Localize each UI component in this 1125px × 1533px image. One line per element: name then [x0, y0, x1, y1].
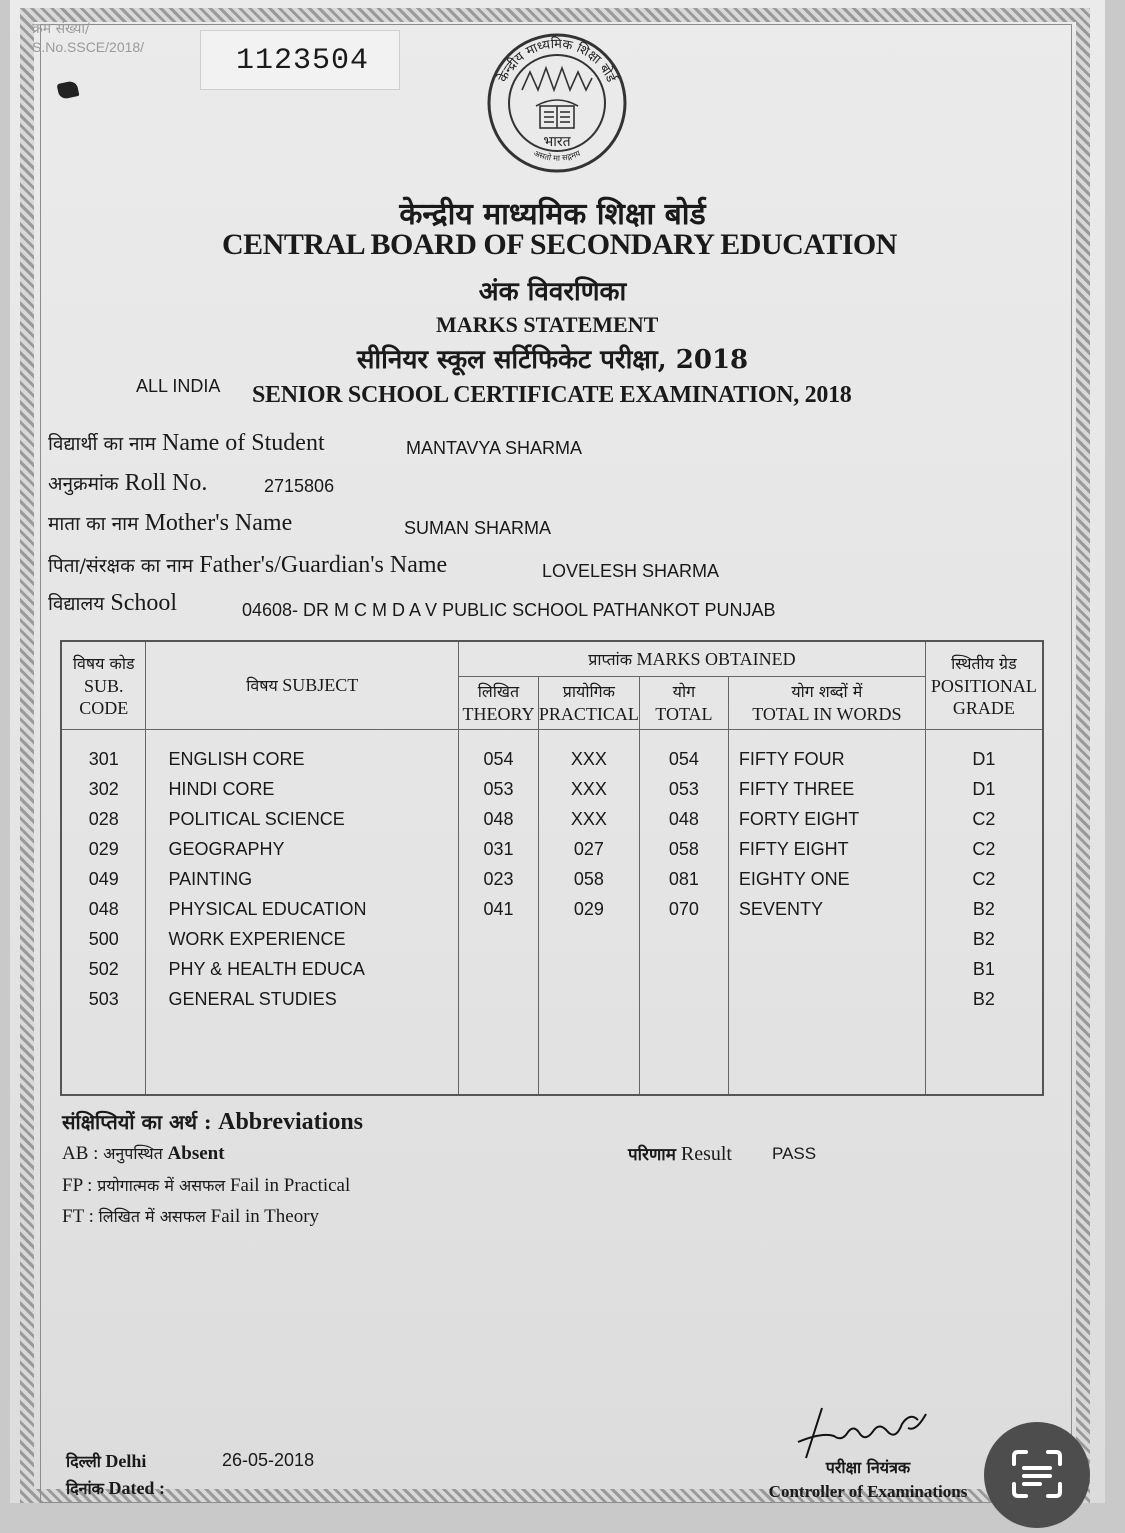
controller-title: परीक्षा नियंत्रक Controller of Examinations [768, 1458, 968, 1501]
grade: B2 [925, 894, 1043, 924]
grade: C2 [925, 864, 1043, 894]
table-row [61, 924, 1043, 954]
result-label: परिणाम Result [628, 1143, 732, 1165]
board-title: CENTRAL BOARD OF SECONDARY EDUCATION [222, 228, 897, 261]
abbr-fail-practical: FP : प्रयोगात्मक में असफल Fail in Practical [62, 1175, 351, 1196]
practical-header: प्रायोगिक PRACTICAL [538, 677, 639, 730]
grade: C2 [925, 804, 1043, 834]
marks-table [60, 640, 1044, 1096]
sub-code-header: विषय कोड SUB. CODE [61, 641, 146, 730]
table-row [61, 894, 1043, 924]
total-marks: 053 [639, 774, 728, 804]
exam-title-hindi: सीनियर स्कूल सर्टिफिकेट परीक्षा, 2018 [356, 345, 749, 375]
svg-text:असतो मा सद्गमय: असतो मा सद्गमय [532, 148, 582, 163]
total-header: योग TOTAL [639, 677, 728, 730]
exam-title: SENIOR SCHOOL CERTIFICATE EXAMINATION, 2018 [252, 382, 852, 408]
theory-marks: 023 [459, 864, 539, 894]
abbreviations-title: संक्षिप्तियों का अर्थ : Abbreviations [62, 1109, 364, 1135]
table-row [61, 834, 1043, 864]
grade: D1 [925, 730, 1043, 775]
sub-code: 302 [61, 774, 146, 804]
svg-text:केन्द्रीय माध्यमिक शिक्षा बोर्: केन्द्रीय माध्यमिक शिक्षा बोर्ड [495, 36, 619, 85]
grade: C2 [925, 834, 1043, 864]
practical-marks [538, 984, 639, 1014]
serial-number: 1123504 [236, 44, 370, 78]
grade: B2 [925, 984, 1043, 1014]
father-name-label: पिता/संरक्षक का नाम Father's/Guardian's Name [48, 552, 448, 578]
abbr-fail-theory: FT : लिखित में असफल Fail in Theory [62, 1206, 320, 1227]
grade: B1 [925, 954, 1043, 984]
student-name-label: विद्यार्थी का नाम Name of Student [48, 430, 325, 456]
abbr-absent: AB : अनुपस्थित Absent [62, 1143, 225, 1164]
roll-label: अनुक्रमांक Roll No. [48, 470, 208, 496]
statement-title-hindi: अंक विवरणिका [478, 277, 627, 307]
subject-header: विषय SUBJECT [146, 641, 459, 730]
subject-name: ENGLISH CORE [146, 730, 459, 775]
total-in-words [728, 924, 925, 954]
table-row [61, 730, 1043, 775]
subject-name: HINDI CORE [146, 774, 459, 804]
practical-marks: XXX [538, 730, 639, 775]
sub-code: 503 [61, 984, 146, 1014]
theory-marks [459, 924, 539, 954]
theory-header: लिखित THEORY [459, 677, 539, 730]
result-value: PASS [772, 1144, 817, 1163]
sub-code: 500 [61, 924, 146, 954]
sub-code: 049 [61, 864, 146, 894]
sub-code: 301 [61, 730, 146, 775]
father-name: LOVELESH SHARMA [542, 561, 720, 581]
school-name: 04608- DR M C M D A V PUBLIC SCHOOL PATHANKOT PUNJAB [242, 600, 776, 620]
table-row [61, 864, 1043, 894]
practical-marks: XXX [538, 804, 639, 834]
theory-marks: 054 [459, 730, 539, 775]
total-marks: 058 [639, 834, 728, 864]
statement-title: MARKS STATEMENT [436, 312, 659, 337]
total-marks: 048 [639, 804, 728, 834]
roll-number: 2715806 [264, 476, 335, 496]
total-in-words: FIFTY FOUR [728, 730, 925, 775]
theory-marks [459, 984, 539, 1014]
total-in-words [728, 984, 925, 1014]
theory-marks: 053 [459, 774, 539, 804]
grade: B2 [925, 924, 1043, 954]
theory-marks: 041 [459, 894, 539, 924]
total-marks: 081 [639, 864, 728, 894]
practical-marks: XXX [538, 774, 639, 804]
issue-date: 26-05-2018 [222, 1450, 315, 1470]
student-name: MANTAVYA SHARMA [406, 438, 583, 458]
total-in-words: SEVENTY [728, 894, 925, 924]
subject-name: POLITICAL SCIENCE [146, 804, 459, 834]
practical-marks: 027 [538, 834, 639, 864]
subject-name: PAINTING [146, 864, 459, 894]
total-marks: 070 [639, 894, 728, 924]
grade-header: स्थितीय ग्रेड POSITIONAL GRADE [925, 641, 1043, 730]
subject-name: GEOGRAPHY [146, 834, 459, 864]
theory-marks: 048 [459, 804, 539, 834]
sub-code: 028 [61, 804, 146, 834]
total-in-words: FIFTY THREE [728, 774, 925, 804]
cbse-seal-logo [484, 28, 630, 178]
table-row [61, 804, 1043, 834]
text-scan-icon [984, 1422, 1090, 1528]
total-in-words: EIGHTY ONE [728, 864, 925, 894]
table-filler [61, 1014, 1043, 1095]
school-label: विद्यालय School [48, 590, 178, 616]
subject-name: GENERAL STUDIES [146, 984, 459, 1014]
theory-marks [459, 954, 539, 984]
controller-signature [792, 1402, 932, 1464]
marks-obtained-header: प्राप्तांक MARKS OBTAINED [459, 641, 926, 677]
total-marks [639, 984, 728, 1014]
practical-marks: 058 [538, 864, 639, 894]
practical-marks [538, 954, 639, 984]
total-marks: 054 [639, 730, 728, 775]
sub-code: 502 [61, 954, 146, 984]
total-in-words [728, 954, 925, 984]
total-marks [639, 954, 728, 984]
sub-code: 048 [61, 894, 146, 924]
subject-name: WORK EXPERIENCE [146, 924, 459, 954]
subject-name: PHYSICAL EDUCATION [146, 894, 459, 924]
total-in-words: FORTY EIGHT [728, 804, 925, 834]
total-marks [639, 924, 728, 954]
sub-code: 029 [61, 834, 146, 864]
total-in-words: FIFTY EIGHT [728, 834, 925, 864]
table-row [61, 984, 1043, 1014]
mother-name: SUMAN SHARMA [404, 518, 552, 538]
subject-name: PHY & HEALTH EDUCA [146, 954, 459, 984]
all-india-label: ALL INDIA [136, 376, 221, 396]
grade: D1 [925, 774, 1043, 804]
practical-marks [538, 924, 639, 954]
text-scan-button[interactable] [984, 1422, 1090, 1528]
table-row [61, 774, 1043, 804]
mother-name-label: माता का नाम Mother's Name [48, 510, 293, 536]
practical-marks: 029 [538, 894, 639, 924]
board-title-hindi: केन्द्रीय माध्यमिक शिक्षा बोर्ड [399, 197, 706, 232]
serial-label: क्रम संख्या/ S.No.SSCE/2018/ [32, 21, 145, 55]
place-date-label: दिल्ली Delhi दिनांक Dated : [66, 1451, 165, 1498]
table-row [61, 954, 1043, 984]
theory-marks: 031 [459, 834, 539, 864]
total-words-header: योग शब्दों में TOTAL IN WORDS [728, 677, 925, 730]
svg-text:भारत: भारत [543, 134, 571, 150]
